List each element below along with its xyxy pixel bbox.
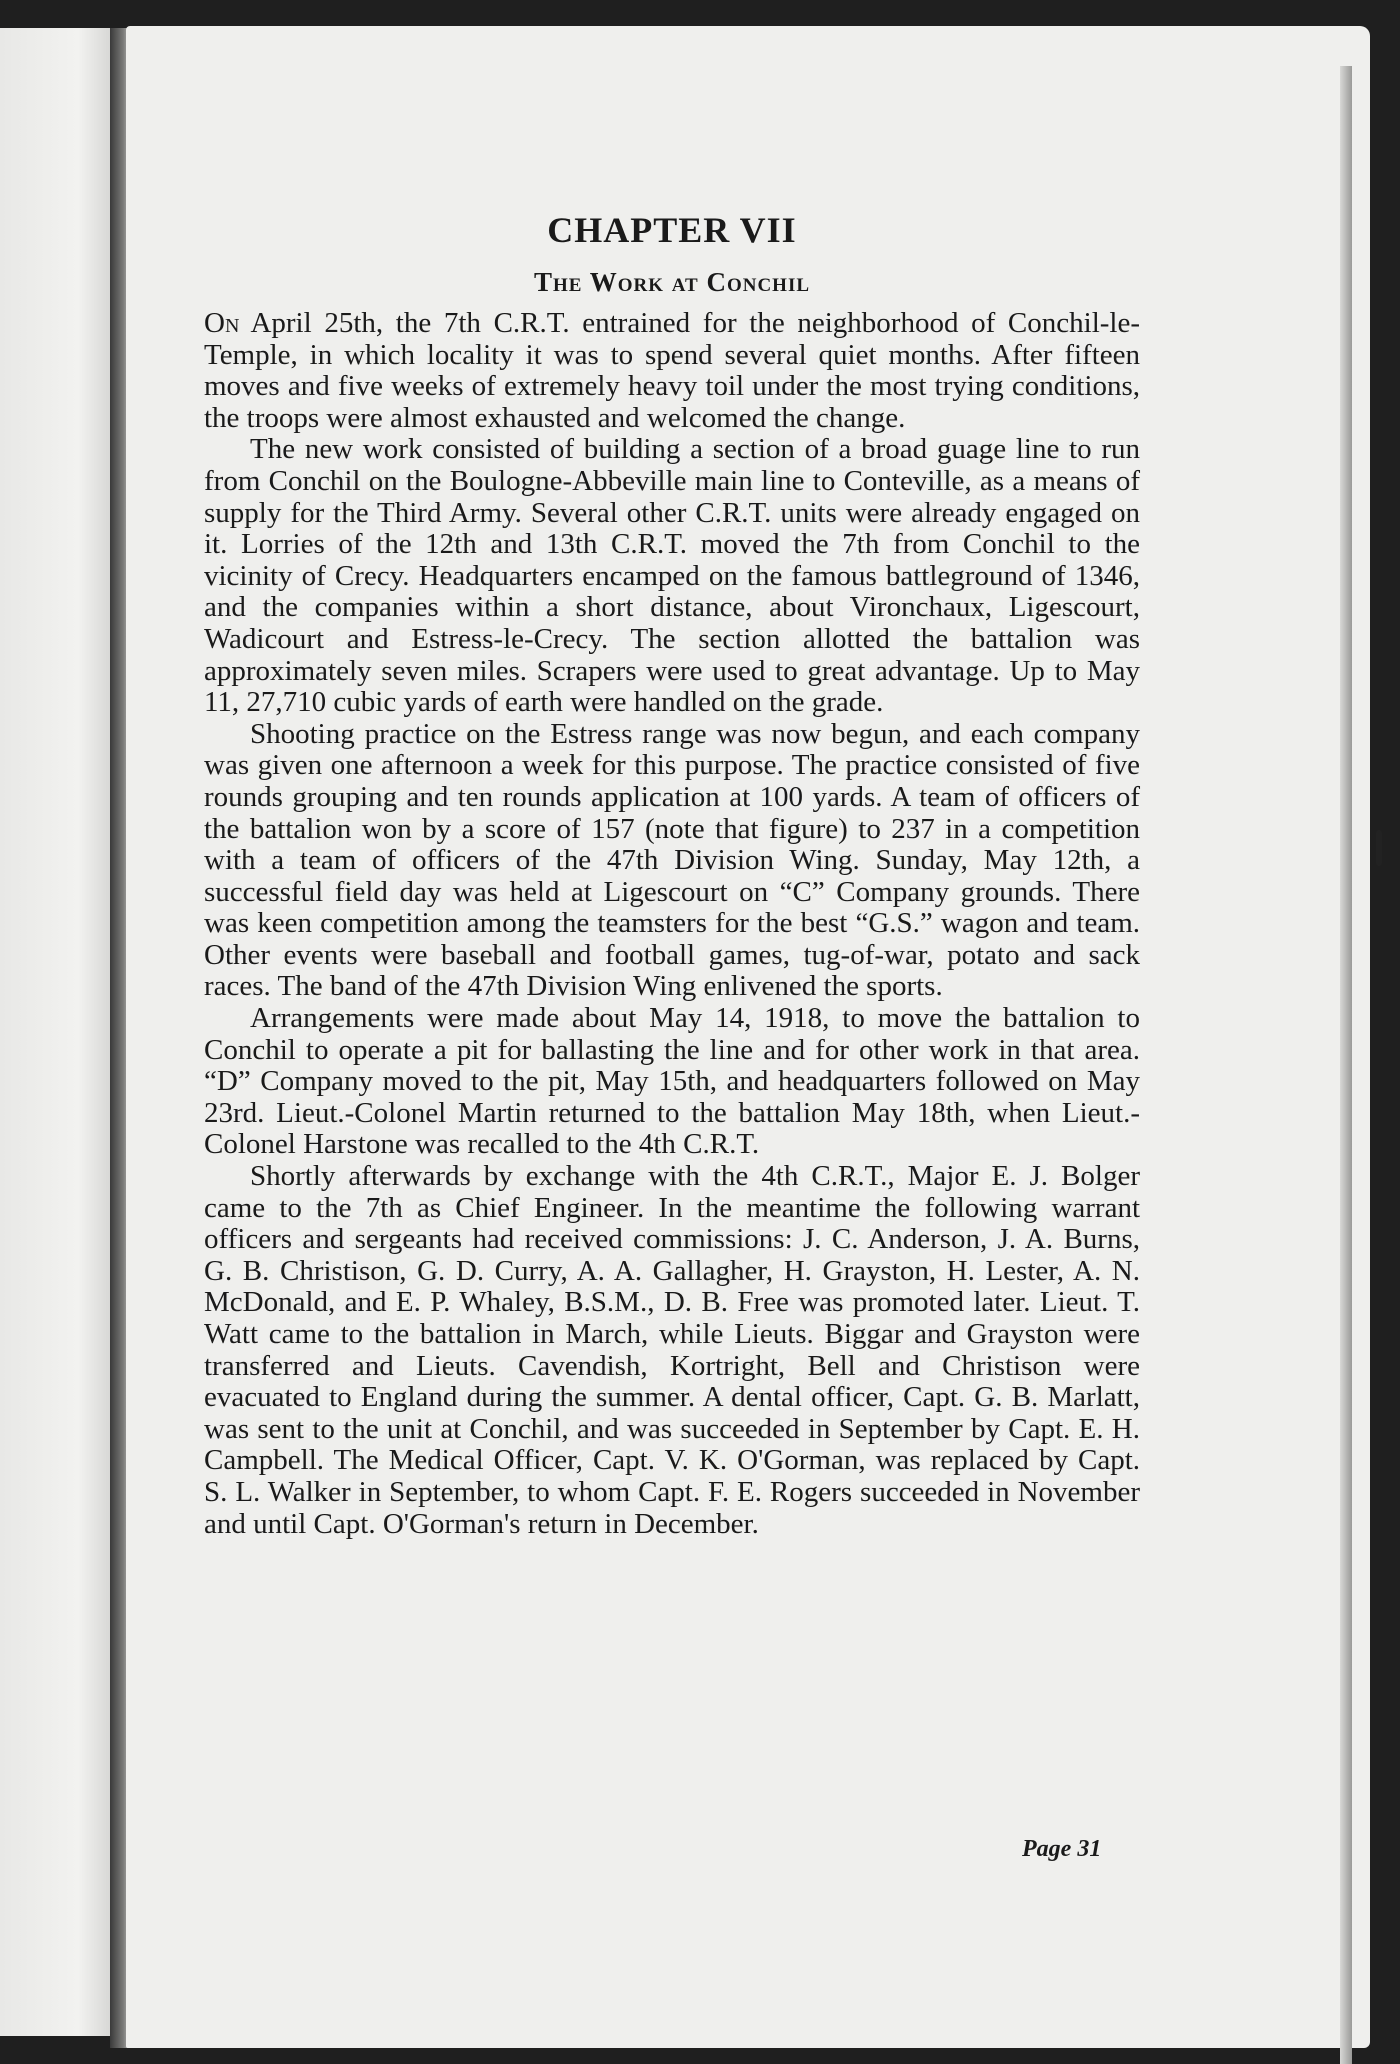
page-number: Page 31 (1022, 1836, 1102, 1862)
chapter-subtitle: The Work at Conchil (533, 267, 811, 297)
paragraph-4: Arrangements were made about May 14, 1918, to move the battalion to Conchil to operate a pit for ballasting the line and for other work in that area. “D” Company moved to the pit, May 15th, and headquarters followed on May 23rd. Lieut.-Colonel Martin returned to the battalion May 18th, when Lieut.-Colonel Harstone was recalled to the 4th C.R.T. (204, 1002, 1140, 1161)
paragraph-1-lead-word: On (204, 307, 240, 339)
paragraph-2: The new work consisted of building a section of a broad guage line to run from Conchil on the Boulogne-Abbeville main line to Conteville, as a means of supply for the Third Army. Several other C.R.T. units were already engaged on it. Lorries of the 12th and 13th C.R.T. moved the 7th from Conchil to the vicinity of Crecy. Headquarters encamped on the famous battleground of 1346, and the companies within a short distance, about Vironchaux, Ligescourt, Wadicourt and Estress-le-Crecy. The section allotted the battalion was approximately seven miles. Scrapers were used to great advantage. Up to May 11, 27,710 cubic yards of earth were handled on the grade. (204, 433, 1140, 719)
chapter-title: CHAPTER VII (547, 210, 797, 250)
paragraph-1-text: April 25th, the 7th C.R.T. entrained for the neighborhood of Conchil-le-Temple, in which locality it was to spend several quiet months. After fifteen moves and five weeks of extremely heavy toil under the most trying conditions, the troops were almost exhausted and welcomed the change. (204, 307, 1140, 434)
page-edge-shadow (1340, 66, 1352, 2064)
paragraph-5: Shortly afterwards by exchange with the 4th C.R.T., Major E. J. Bolger came to the 7th as Chief Engineer. In the meantime the following warrant officers and sergeants had received commissions: J. C. Anderson, J. A. Burns, G. B. Christison, G. D. Curry, A. A. Gallagher, H. Grayston, H. Lester, A. N. McDonald, and E. P. Whaley, B.S.M., D. B. Free was promoted later. Lieut. T. Watt came to the battalion in March, while Lieuts. Biggar and Grayston were transferred and Lieuts. Cavendish, Kortright, Bell and Christison were evacuated to England during the summer. A dental officer, Capt. G. B. Marlatt, was sent to the unit at Conchil, and was succeeded in September by Capt. E. H. Campbell. The Medical Officer, Capt. V. K. O'Gorman, was replaced by Capt. S. L. Walker in September, to whom Capt. F. E. Rogers succeeded in November and until Capt. O'Gorman's return in December. (204, 1160, 1140, 1540)
page-content (204, 200, 1140, 1540)
margin-mark (1376, 830, 1382, 866)
facing-page-edge (0, 28, 112, 2036)
paragraph-3: Shooting practice on the Estress range was now begun, and each company was given one afternoon a week for this purpose. The practice consisted of five rounds grouping and ten rounds application at 100 yards. A team of officers of the battalion won by a score of 157 (note that figure) to 237 in a competition with a team of officers of the 47th Division Wing. Sunday, May 12th, a successful field day was held at Ligescourt on “C” Company grounds. There was keen competition among the teamsters for the best “G.S.” wagon and team. Other events were baseball and football games, tug-of-war, potato and sack races. The band of the 47th Division Wing enlivened the sports. (204, 717, 1140, 1003)
paragraph-1 (204, 308, 1140, 434)
chapter-body (204, 308, 1140, 1540)
